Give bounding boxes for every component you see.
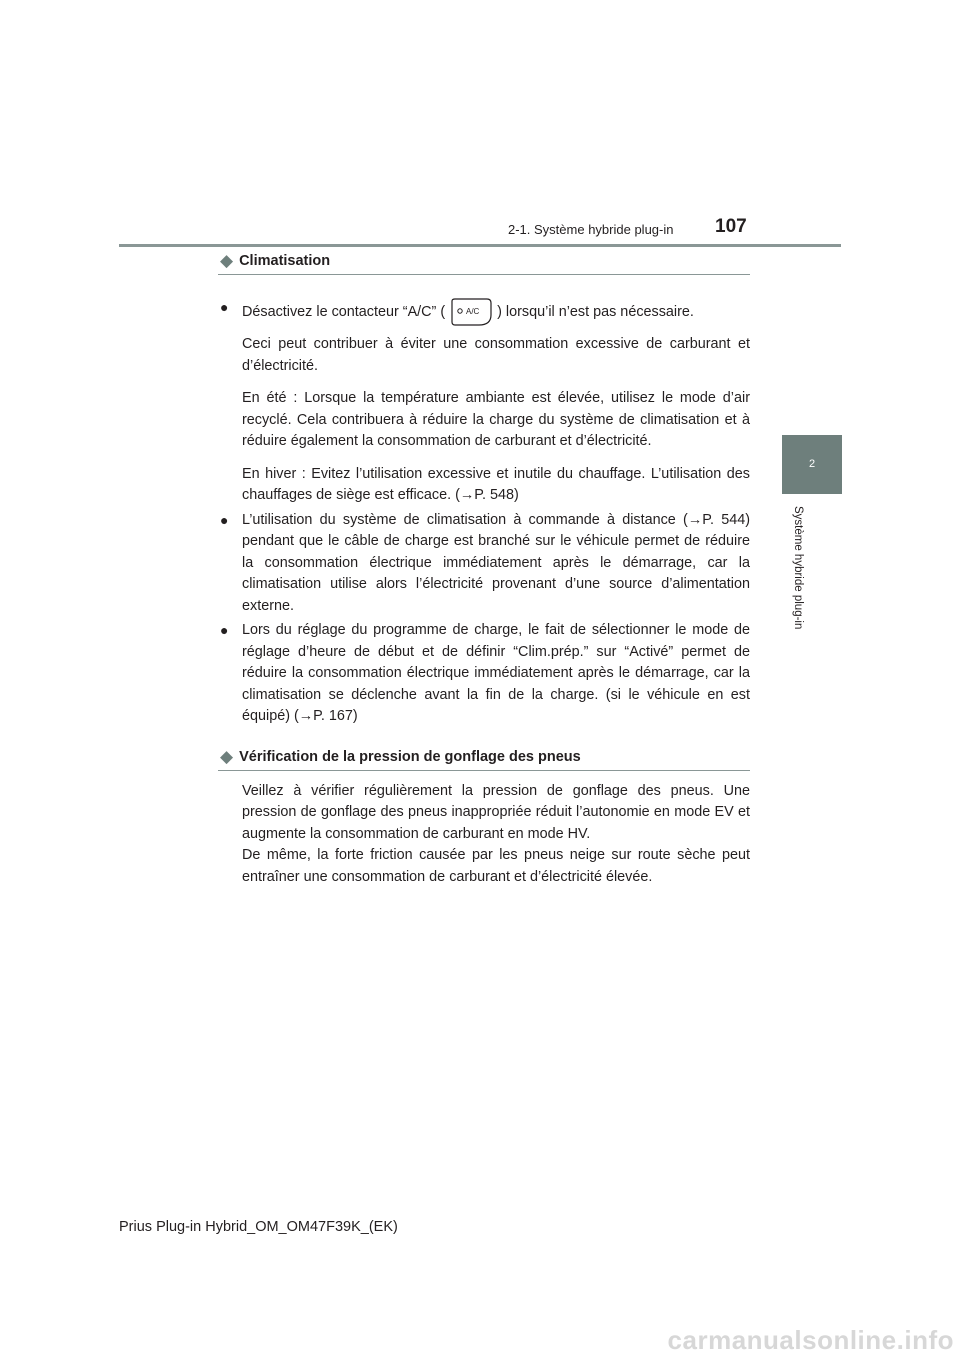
- paragraph: Veillez à vérifier régulièrement la pression de gonflage des pneus. Une pression de gonflage des pneus inappropriée réduit l’autonomie en mode EV et augmente la consommation de carburant en mode HV.: [242, 782, 750, 842]
- bullet-icon: ●: [220, 622, 229, 638]
- section-heading-text: Vérification de la pression de gonflage des pneus: [239, 748, 581, 765]
- section-heading-tire-pressure: [218, 744, 750, 771]
- list-item: ● L’utilisation du système de climatisation à commande à distance (→P. 544) pendant que le câble de charge est branché sur le véhicule permet de réduire la consommation électrique immédiatement après le démarrage, car la climatisation utilise alors l’électricité provenant d’une source d’alimentation externe.: [220, 511, 750, 614]
- bullet-icon: ●: [220, 511, 229, 528]
- document-code: Prius Plug-in Hybrid_OM_OM47F39K_(EK): [119, 1219, 398, 1235]
- chapter-tab: 2: [782, 435, 842, 494]
- running-header-title: 2-1. Système hybride plug-in: [508, 222, 674, 237]
- main-content: [218, 248, 750, 888]
- chapter-side-label: [788, 500, 808, 650]
- header-rule: [119, 244, 841, 247]
- list-item: ● Lors du réglage du programme de charge, le fait de sélectionner le mode de réglage d’heure de début et de définir “Clim.prép.” sur “Activé” permet de réduire la consommation électrique immédiatement après le démarrage, car la climatisation se déclenche avant la fin de la charge. (si le véhicule en est équipé) (→P. 167): [220, 622, 750, 724]
- paragraph: De même, la forte friction causée par les pneus neige sur route sèche peut entraîner une consommation de carburant et d’électricité élevée.: [242, 847, 750, 885]
- section-heading-text: Climatisation: [239, 253, 331, 269]
- page-number: 107: [715, 216, 747, 237]
- section-heading-climatisation: [218, 248, 750, 275]
- chapter-side-label-text: Système hybride plug-in: [792, 506, 804, 630]
- paragraph: Ceci peut contribuer à éviter une consommation excessive de carburant et d’électricité.: [242, 336, 750, 374]
- ac-button-label: A/C: [466, 307, 480, 316]
- paragraph: En hiver : Evitez l’utilisation excessive et inutile du chauffage. L’utilisation des chauffages de siège est efficace. (→P. 548): [242, 465, 750, 503]
- list-item: ● Désactivez le contacteur “A/C” ( A/C ) lorsqu’il n’est pas nécessaire.: [218, 297, 750, 325]
- watermark: carmanualsonline.info: [667, 1325, 954, 1355]
- diamond-icon: ◆: [220, 251, 234, 270]
- bullet-icon: ●: [220, 299, 229, 315]
- paragraph: En été : Lorsque la température ambiante est élevée, utilisez le mode d’air recyclé. Cela contribuera à réduire la charge du système de climatisation et à réduire également la consommation de carburant et d’électricité.: [242, 390, 750, 449]
- ac-button-icon: [449, 297, 493, 325]
- diamond-icon: ◆: [220, 746, 234, 766]
